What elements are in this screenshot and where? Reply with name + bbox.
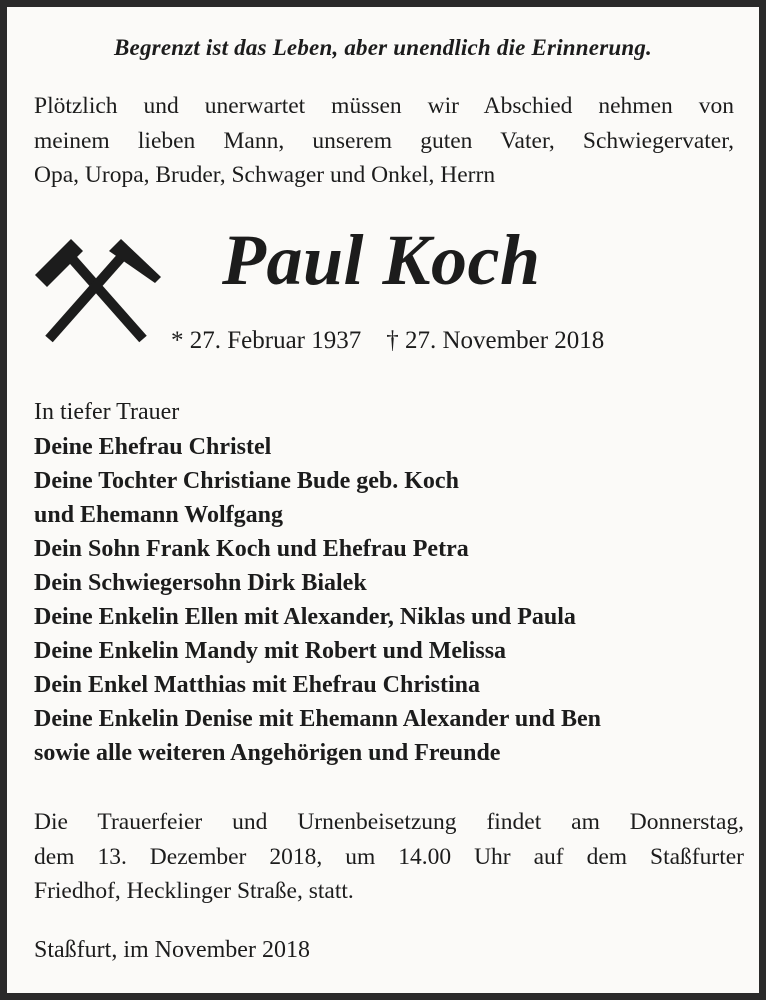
ceremony-line: dem 13. Dezember 2018, um 14.00 Uhr auf dem Staßfurter <box>34 843 744 870</box>
obituary-notice <box>7 7 759 993</box>
family-line: Deine Tochter Christiane Bude geb. Koch <box>34 468 459 494</box>
family-line: Deine Ehefrau Christel <box>34 434 272 460</box>
family-line: Deine Enkelin Denise mit Ehemann Alexander und Ben <box>34 706 601 732</box>
ceremony-line: Friedhof, Hecklinger Straße, statt. <box>34 878 354 904</box>
place-date: Staßfurt, im November 2018 <box>34 937 310 963</box>
life-dates <box>171 327 604 355</box>
ceremony-line: Die Trauerfeier und Urnenbeisetzung findet am Donnerstag, <box>34 809 744 835</box>
deceased-name: Paul Koch <box>222 220 541 300</box>
family-list <box>34 430 601 770</box>
intro-line: Plötzlich und unerwartet müssen wir Abschied nehmen von <box>34 93 734 119</box>
intro-line: Opa, Uropa, Bruder, Schwager und Onkel, Herrn <box>34 162 496 188</box>
intro-line: meinem lieben Mann, unserem guten Vater, Schwiegervater, <box>34 127 734 154</box>
intro-text <box>34 89 734 193</box>
death-date: † 27. November 2018 <box>386 327 605 354</box>
family-line: und Ehemann Wolfgang <box>34 502 283 528</box>
mourning-label: In tiefer Trauer <box>34 399 180 425</box>
family-line: Dein Schwiegersohn Dirk Bialek <box>34 570 367 596</box>
family-line: Deine Enkelin Mandy mit Robert und Melissa <box>34 638 507 664</box>
birth-date: * 27. Februar 1937 <box>171 327 362 354</box>
family-line: sowie alle weiteren Angehörigen und Freunde <box>34 740 501 766</box>
family-line: Deine Enkelin Ellen mit Alexander, Niklas und Paula <box>34 604 576 630</box>
family-line: Dein Enkel Matthias mit Ehefrau Christina <box>34 672 481 698</box>
crossed-hammers-icon <box>31 231 161 349</box>
motto: Begrenzt ist das Leben, aber unendlich die Erinnerung. <box>114 35 652 60</box>
ceremony-info <box>34 805 744 909</box>
family-line: Dein Sohn Frank Koch und Ehefrau Petra <box>34 536 469 562</box>
